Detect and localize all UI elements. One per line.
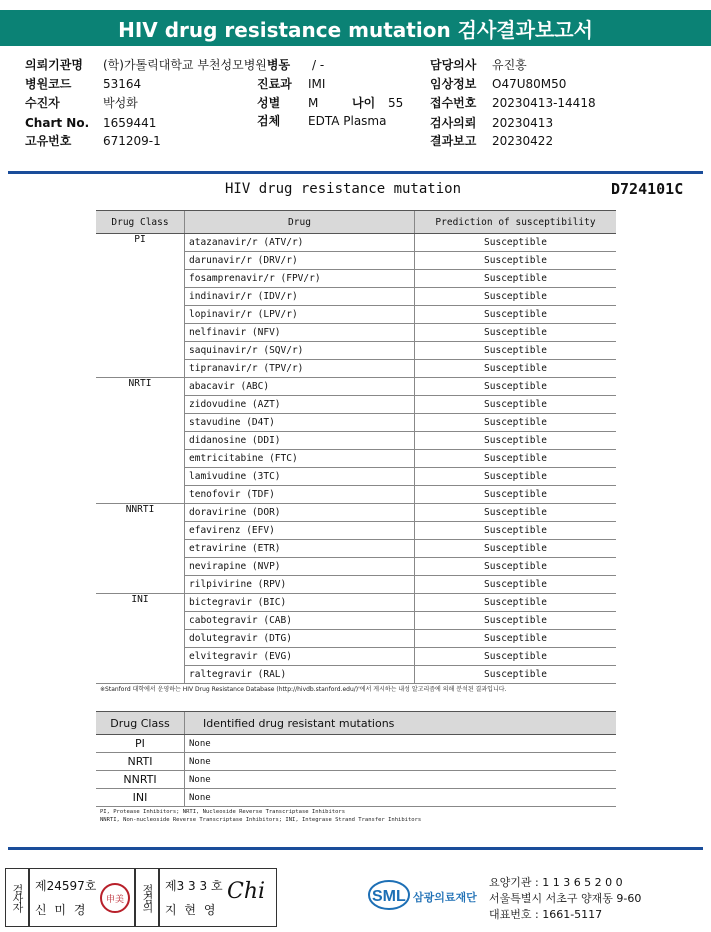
drug-row xyxy=(96,594,616,612)
age-label: 나이 xyxy=(352,96,376,110)
doctor-label: 담당의사 xyxy=(430,58,477,72)
drug-name-cell: rilpivirine (RPV) xyxy=(185,576,415,594)
institution-label: 의뢰기관명 xyxy=(25,58,83,72)
sml-logo-letters: SML xyxy=(372,888,406,905)
prediction-cell: Susceptible xyxy=(415,540,617,558)
drug-row xyxy=(96,378,616,396)
header-drug-class: Drug Class xyxy=(96,211,185,234)
drug-name-cell: elvitegravir (EVG) xyxy=(185,648,415,666)
report-title: HIV drug resistance mutation xyxy=(225,181,462,197)
prediction-cell: Susceptible xyxy=(415,666,617,684)
mutation-class: PI xyxy=(96,735,185,753)
prediction-cell: Susceptible xyxy=(415,252,617,270)
mutation-value: None xyxy=(185,789,617,807)
susceptibility-note: ※Stanford 대학에서 운영하는 HIV Drug Resistance Database (http://hivdb.stanford.edu/)'에서 게시하는 내성 알고리즘에 의해 분석된 결과입니다. xyxy=(100,686,507,693)
mutation-table xyxy=(96,711,616,807)
header-prediction: Prediction of susceptibility xyxy=(415,211,617,234)
drug-name-cell: zidovudine (AZT) xyxy=(185,396,415,414)
top-divider xyxy=(8,171,703,174)
mutation-row xyxy=(96,753,616,771)
drug-name-cell: etravirine (ETR) xyxy=(185,540,415,558)
prediction-cell: Susceptible xyxy=(415,468,617,486)
prediction-cell: Susceptible xyxy=(415,288,617,306)
bottom-divider xyxy=(8,847,703,850)
prediction-cell: Susceptible xyxy=(415,342,617,360)
report-date-value: 20230422 xyxy=(492,134,554,148)
sml-logo xyxy=(367,875,487,919)
mutation-class: INI xyxy=(96,789,185,807)
susceptibility-table xyxy=(96,210,616,684)
drug-name-cell: saquinavir/r (SQV/r) xyxy=(185,342,415,360)
approver-number: 제3 3 3 호 xyxy=(165,879,223,893)
drug-row xyxy=(96,234,616,252)
mutation-value: None xyxy=(185,735,617,753)
approver-label: 점검의 xyxy=(135,868,159,927)
prediction-cell: Susceptible xyxy=(415,594,617,612)
ward-value: / - xyxy=(312,58,325,72)
approver-signature: Chi xyxy=(227,879,266,904)
unique-no-value: 671209-1 xyxy=(103,134,161,148)
drug-name-cell: tipranavir/r (TPV/r) xyxy=(185,360,415,378)
institution-value: (학)가톨릭대학교 부천성모병원 xyxy=(103,58,267,72)
mutation-row xyxy=(96,771,616,789)
mutation-row xyxy=(96,735,616,753)
org-address-block xyxy=(489,875,641,923)
patient-name-value: 박성화 xyxy=(103,96,138,110)
mutation-value: None xyxy=(185,771,617,789)
drug-name-cell: fosamprenavir/r (FPV/r) xyxy=(185,270,415,288)
chart-label: Chart No. xyxy=(25,116,90,130)
drug-name-cell: doravirine (DOR) xyxy=(185,504,415,522)
org-address: 서울특별시 서초구 양재동 9-60 xyxy=(489,892,642,905)
footer xyxy=(5,865,705,927)
drug-row xyxy=(96,504,616,522)
prediction-cell: Susceptible xyxy=(415,360,617,378)
prediction-cell: Susceptible xyxy=(415,432,617,450)
prediction-cell: Susceptible xyxy=(415,306,617,324)
drug-name-cell: cabotegravir (CAB) xyxy=(185,612,415,630)
abbreviation-note-line1: PI, Protease Inhibitors; NRTI, Nucleoside Reverse Transcriptase Inhibitors xyxy=(100,809,346,815)
prediction-cell: Susceptible xyxy=(415,324,617,342)
receipt-label: 접수번호 xyxy=(430,96,477,110)
tester-number: 제24597호 xyxy=(35,879,97,893)
drug-name-cell: nevirapine (NVP) xyxy=(185,558,415,576)
org-phone: 대표번호 : 1661-5117 xyxy=(489,908,603,921)
prediction-cell: Susceptible xyxy=(415,576,617,594)
drug-name-cell: nelfinavir (NFV) xyxy=(185,324,415,342)
tester-seal-icon xyxy=(100,883,130,913)
sml-org-name: 삼광의료재단 xyxy=(413,891,477,904)
prediction-cell: Susceptible xyxy=(415,630,617,648)
drug-class-cell: PI xyxy=(96,234,185,378)
clinical-label: 임상정보 xyxy=(430,77,477,91)
mutation-class: NRTI xyxy=(96,753,185,771)
drug-name-cell: lamivudine (3TC) xyxy=(185,468,415,486)
abbreviation-note xyxy=(100,808,660,824)
prediction-cell: Susceptible xyxy=(415,270,617,288)
prediction-cell: Susceptible xyxy=(415,558,617,576)
receipt-value: 20230413-14418 xyxy=(492,96,596,110)
mutation-class: NNRTI xyxy=(96,771,185,789)
report-banner-title: HIV drug resistance mutation 검사결과보고서 xyxy=(118,17,593,42)
request-value: 20230413 xyxy=(492,116,554,130)
drug-name-cell: emtricitabine (FTC) xyxy=(185,450,415,468)
drug-class-cell: INI xyxy=(96,594,185,684)
drug-name-cell: stavudine (D4T) xyxy=(185,414,415,432)
tester-label: 검사자 xyxy=(5,868,29,927)
prediction-cell: Susceptible xyxy=(415,522,617,540)
hospital-code-value: 53164 xyxy=(103,77,142,91)
chart-value: 1659441 xyxy=(103,116,157,130)
org-code: 요양기관 : 1 1 3 6 5 2 0 0 xyxy=(489,876,623,889)
approver-name: 지 현 영 xyxy=(165,903,218,917)
prediction-cell: Susceptible xyxy=(415,486,617,504)
drug-name-cell: efavirenz (EFV) xyxy=(185,522,415,540)
drug-name-cell: dolutegravir (DTG) xyxy=(185,630,415,648)
prediction-cell: Susceptible xyxy=(415,450,617,468)
ward-label: 병동 xyxy=(266,58,291,72)
drug-name-cell: atazanavir/r (ATV/r) xyxy=(185,234,415,252)
sml-logo-icon xyxy=(367,875,487,915)
header-drug: Drug xyxy=(185,211,415,234)
drug-name-cell: raltegravir (RAL) xyxy=(185,666,415,684)
report-date-label: 결과보고 xyxy=(430,134,477,148)
tester-seal-text: 申美 xyxy=(105,894,124,905)
specimen-value: EDTA Plasma xyxy=(308,114,387,128)
clinical-value: O47U80M50 xyxy=(492,77,567,91)
prediction-cell: Susceptible xyxy=(415,414,617,432)
drug-name-cell: abacavir (ABC) xyxy=(185,378,415,396)
mutation-value: None xyxy=(185,753,617,771)
prediction-cell: Susceptible xyxy=(415,504,617,522)
sex-value: M xyxy=(308,96,319,110)
prediction-cell: Susceptible xyxy=(415,612,617,630)
hospital-code-label: 병원코드 xyxy=(25,77,72,91)
age-value: 55 xyxy=(388,96,404,110)
report-banner xyxy=(0,10,711,46)
drug-name-cell: tenofovir (TDF) xyxy=(185,486,415,504)
specimen-label: 검체 xyxy=(257,114,281,128)
unique-no-label: 고유번호 xyxy=(25,134,72,148)
drug-name-cell: darunavir/r (DRV/r) xyxy=(185,252,415,270)
abbreviation-note-line2: NNRTI, Non-nucleoside Reverse Transcriptase Inhibitors; INI, Integrase Strand Transfer Inhibitors xyxy=(100,817,422,823)
prediction-cell: Susceptible xyxy=(415,234,617,252)
report-code: D724101C xyxy=(611,180,684,198)
tester-name: 신 미 경 xyxy=(35,903,88,917)
prediction-cell: Susceptible xyxy=(415,648,617,666)
dept-value: IMI xyxy=(308,77,326,91)
drug-name-cell: indinavir/r (IDV/r) xyxy=(185,288,415,306)
header-mutation-class: Drug Class xyxy=(96,712,185,735)
drug-name-cell: bictegravir (BIC) xyxy=(185,594,415,612)
mutation-row xyxy=(96,789,616,807)
dept-label: 진료과 xyxy=(257,77,292,91)
drug-class-cell: NRTI xyxy=(96,378,185,504)
patient-name-label: 수진자 xyxy=(25,96,60,110)
sex-label: 성별 xyxy=(257,96,281,110)
drug-name-cell: lopinavir/r (LPV/r) xyxy=(185,306,415,324)
drug-class-cell: NNRTI xyxy=(96,504,185,594)
drug-name-cell: didanosine (DDI) xyxy=(185,432,415,450)
prediction-cell: Susceptible xyxy=(415,396,617,414)
doctor-value: 유진홍 xyxy=(492,58,527,72)
header-mutations: Identified drug resistant mutations xyxy=(185,712,617,735)
prediction-cell: Susceptible xyxy=(415,378,617,396)
request-label: 검사의뢰 xyxy=(430,116,477,130)
